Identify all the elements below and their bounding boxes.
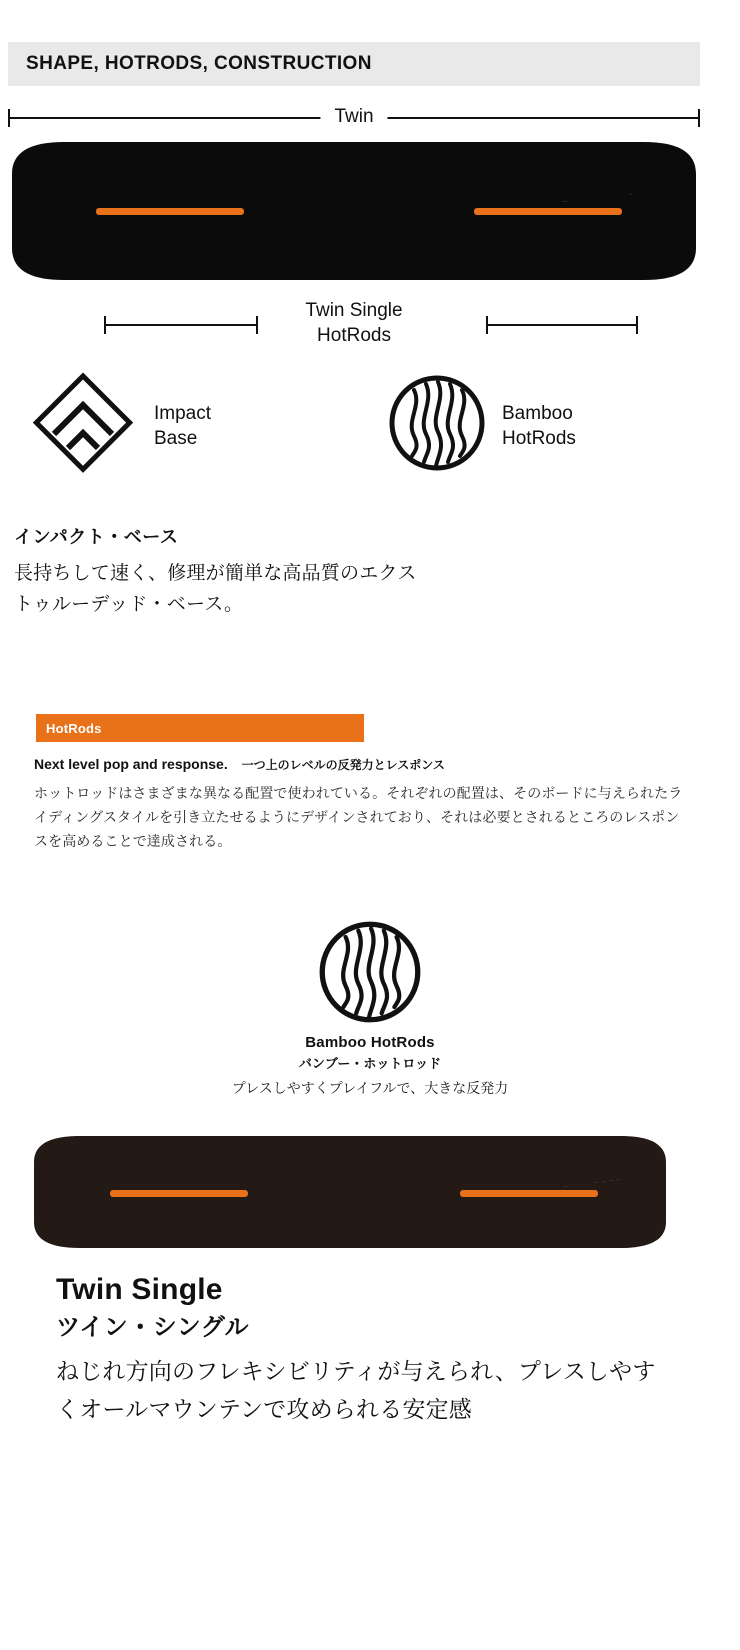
- bamboo-hotrods-icon-svg: [388, 374, 486, 472]
- twin-single-title-jp: ツイン・シングル: [56, 1314, 249, 1341]
- hotrods-badge-label: HotRods: [46, 720, 102, 736]
- bamboo-hotrods-label: [502, 401, 576, 451]
- snowboard-top-svg: [8, 138, 700, 284]
- bamboo-hotrods-icon: [0, 920, 740, 1024]
- hotrod-measure-right: [486, 316, 638, 334]
- hotrods-lead-en: Next level pop and response.: [34, 756, 228, 772]
- bamboo-hotrods-label-line1: Bamboo: [502, 402, 573, 424]
- bamboo-description-jp: プレスしやすくプレイフルで、大きな反発力: [231, 1080, 509, 1096]
- hotrod-stripe-left: [96, 208, 244, 215]
- twin-single-body-jp: ねじれ方向のフレキシビリティが与えられ、プレスしやすくオールマウンテンで攻められる安定感: [56, 1358, 656, 1422]
- impact-base-label-line1: Impact: [154, 402, 212, 424]
- measure-rule: [104, 324, 258, 326]
- measure-cap-left: [8, 109, 10, 127]
- bamboo-title-en: Bamboo HotRods: [305, 1034, 435, 1051]
- measure-cap-left: [104, 316, 106, 334]
- hotrods-description: [34, 756, 684, 853]
- impact-base-description: [14, 524, 434, 620]
- hotrods-body-jp: ホットロッドはさまざまな異なる配置で使われている。それぞれの配置は、そのボードに与えられたライディングスタイルを引き立たせるようにデザインされており、それは必要とされるところのレスポンスを高めることで達成される。: [34, 785, 683, 849]
- measure-cap-left: [486, 316, 488, 334]
- hotrod-measure-label: [295, 298, 412, 348]
- twin-measure-label: Twin: [320, 106, 387, 128]
- impact-base-body-jp: 長持ちして速く、修理が簡単な高品質のエクストゥルーデッド・ベース。: [14, 563, 417, 615]
- feature-icon-row: [8, 368, 700, 488]
- impact-base-icon-svg: [28, 368, 138, 478]
- bamboo-hotrods-block: [0, 920, 740, 1098]
- hotrod-measure-label-line2: HotRods: [317, 325, 391, 346]
- twin-single-hotrods-measure: [8, 296, 700, 362]
- measure-cap-right: [636, 316, 638, 334]
- snowboard-bottom-graphic: [30, 1132, 670, 1252]
- page-title: SHAPE, HOTRODS, CONSTRUCTION: [26, 53, 372, 74]
- impact-base-title-jp: インパクト・ベース: [14, 527, 179, 547]
- hotrods-badge: [36, 714, 364, 742]
- bamboo-hotrods-icon: [388, 374, 486, 477]
- hotrod-stripe-left: [110, 1190, 248, 1197]
- measure-cap-right: [256, 316, 258, 334]
- hotrod-measure-label-line1: Twin Single: [305, 300, 403, 321]
- bamboo-hotrods-label-line2: HotRods: [502, 427, 576, 449]
- snowboard-top-graphic: [8, 138, 700, 284]
- measure-cap-right: [698, 109, 700, 127]
- feature-bamboo-hotrods: [388, 374, 576, 477]
- twin-width-measure: [8, 100, 700, 136]
- bamboo-hotrods-icon-svg: [318, 920, 422, 1024]
- hotrods-lead: [34, 756, 684, 773]
- hotrod-stripe-right: [474, 208, 622, 215]
- snowboard-bottom-svg: [30, 1132, 670, 1252]
- hotrod-stripe-right: [460, 1190, 598, 1197]
- hotrod-measure-left: [104, 316, 258, 334]
- twin-single-title-en: Twin Single: [56, 1273, 223, 1306]
- twin-single-description: [56, 1272, 656, 1428]
- impact-base-label-line2: Base: [154, 427, 198, 449]
- impact-base-icon: [28, 368, 138, 483]
- section-header: [8, 42, 700, 86]
- hotrods-lead-jp: 一つ上のレベルの反発力とレスポンス: [241, 758, 445, 772]
- feature-impact-base: [28, 368, 211, 483]
- impact-base-label: [154, 401, 211, 451]
- bamboo-title-jp: バンブー・ホットロッド: [298, 1056, 442, 1071]
- measure-rule: [486, 324, 638, 326]
